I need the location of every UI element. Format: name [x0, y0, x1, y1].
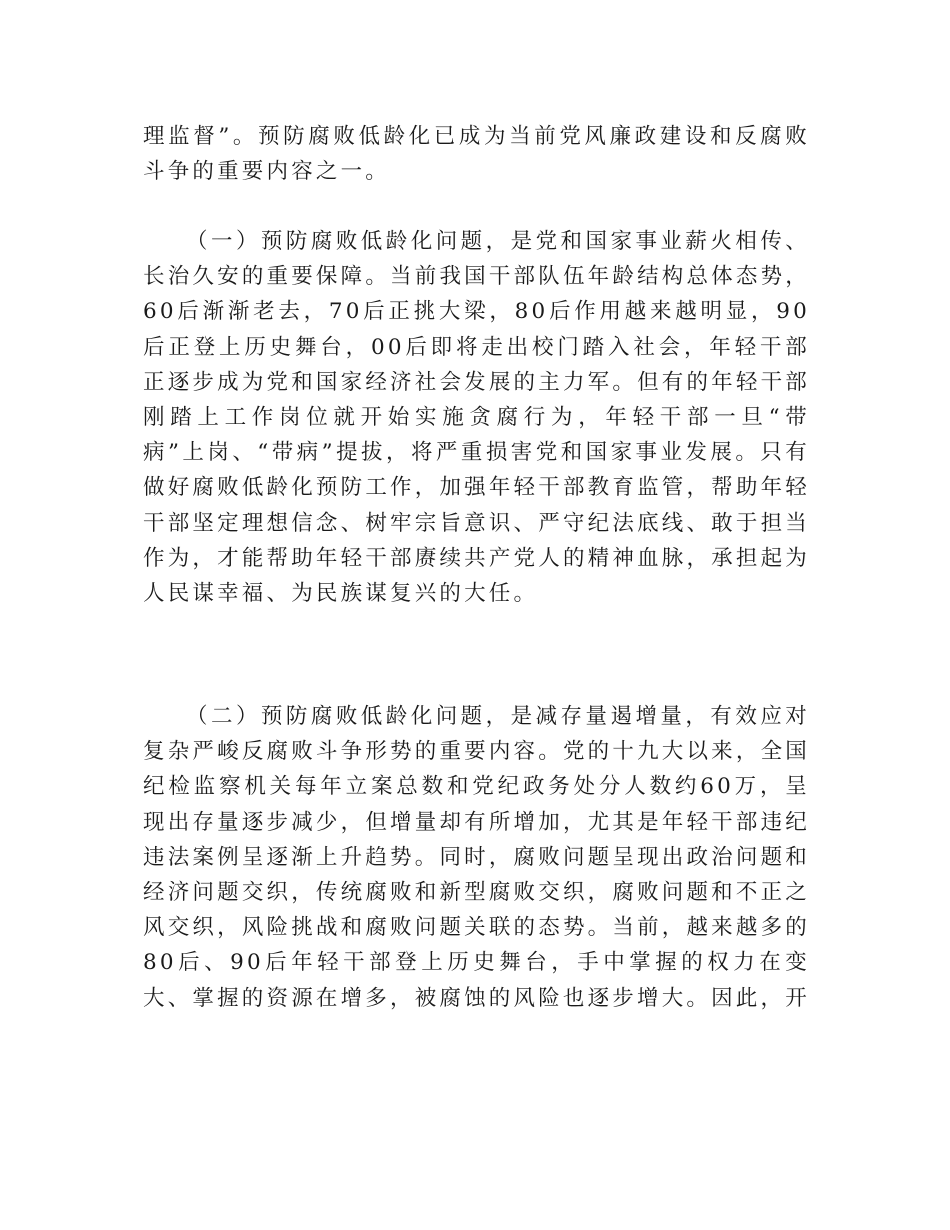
paragraph-section-two: （二）预防腐败低龄化问题，是减存量遏增量，有效应对复杂严峻反腐败斗争形势的重要内容。党的十九大以来，全国纪检监察机关每年立案总数和党纪政务处分人数约60万，呈现出存量逐步减少，但增量却有所增加，尤其是年轻干部违纪违法案例呈逐渐上升趋势。同时，腐败问题呈现出政治问题和经济问题交织，传统腐败和新型腐败交织，腐败问题和不正之风交织，风险挑战和腐败问题关联的态势。当前，越来越多的80后、90后年轻干部登上历史舞台，手中掌握的权力在变大、掌握的资源在增多，被腐蚀的风险也逐步增大。因此，开 — [143, 704, 810, 1011]
paragraph-section-one: （一）预防腐败低龄化问题，是党和国家事业薪火相传、长治久安的重要保障。当前我国干部队伍年龄结构总体态势，60后渐渐老去，70后正挑大梁，80后作用越来越明显，90后正登上历史舞台，00后即将走出校门踏入社会，年轻干部正逐步成为党和国家经济社会发展的主力军。但有的年轻干部刚踏上工作岗位就开始实施贪腐行为，年轻干部一旦“带病”上岗、“带病”提拔，将严重损害党和国家事业发展。只有做好腐败低龄化预防工作，加强年轻干部教育监管，帮助年轻干部坚定理想信念、树牢宗旨意识、严守纪法底线、敢于担当作为，才能帮助年轻干部赓续共产党人的精神血脉，承担起为人民谋幸福、为民族谋复兴的大任。 — [143, 229, 810, 607]
paragraph-continuation: 理监督”。预防腐败低龄化已成为当前党风廉政建设和反腐败斗争的重要内容之一。 — [143, 124, 810, 185]
